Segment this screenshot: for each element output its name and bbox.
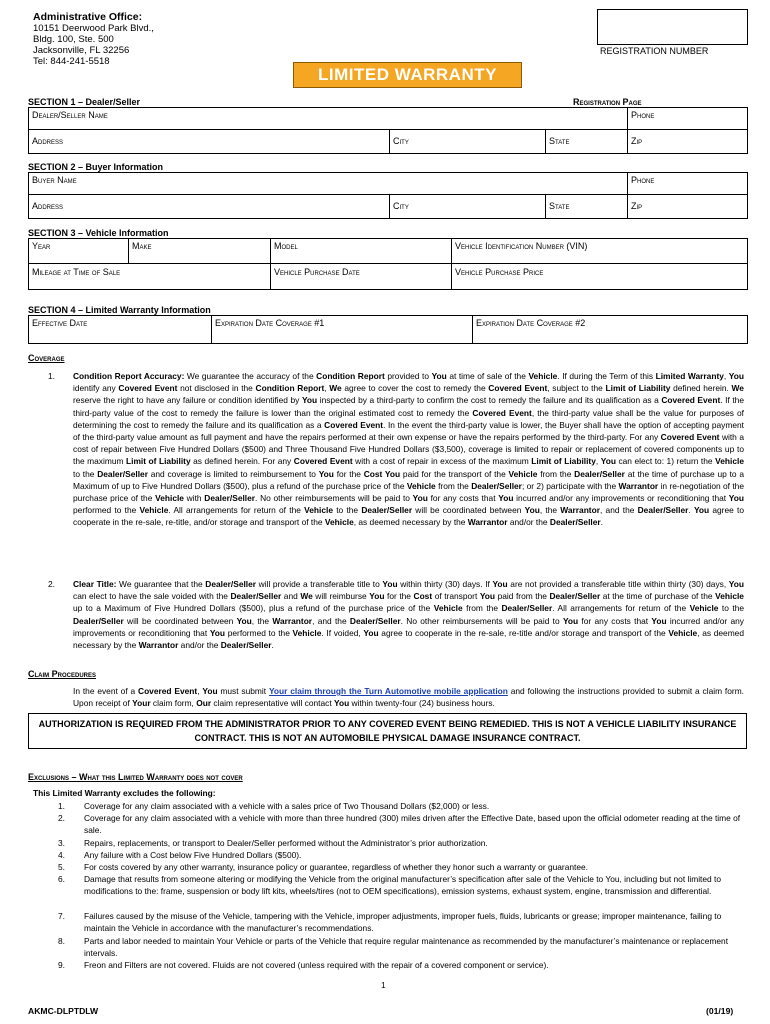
section3-title-text: SECTION 3 – Vehicle Information (28, 228, 169, 238)
exclusion-number: 3. (58, 838, 65, 848)
expiration-2-label: Expiration Date Coverage #2 (476, 318, 586, 328)
form-code: AKMC-DLPTDLW (28, 1006, 99, 1016)
buyer-name-field[interactable] (29, 173, 628, 195)
exclusion-number: 2. (58, 813, 65, 823)
exclusion-item: Parts and labor needed to maintain Your Vehicle or parts of the Vehicle that require regular maintenance as recommended by the manufacturer’s maintenance or replacement intervals. (84, 936, 729, 958)
section1-title-text: SECTION 1 – Dealer/Seller (28, 97, 141, 107)
dealer-zip-field[interactable] (628, 130, 747, 153)
office-title: Administrative Office: (33, 11, 143, 23)
dealer-address-label: Address (32, 136, 64, 146)
coverage-1-number: 1. (48, 371, 55, 381)
section2-title-text: SECTION 2 – Buyer Information (28, 162, 164, 172)
claim-app-link[interactable]: Your claim through the Turn Automotive mobile application (268, 686, 508, 696)
effective-date-label: Effective Date (32, 318, 88, 328)
buyer-address-field[interactable] (29, 195, 390, 218)
buyer-zip-field[interactable] (628, 195, 747, 218)
page-number: 1 (381, 980, 386, 990)
dealer-phone-field[interactable] (628, 108, 747, 130)
exclusions-heading: Exclusions – What this Limited Warranty does not cover (28, 772, 243, 782)
vehicle-make-field[interactable] (129, 239, 271, 264)
section3-title (28, 228, 169, 238)
purchase-date-label: Vehicle Purchase Date (274, 267, 360, 277)
section4-title-text: SECTION 4 – Limited Warranty Information (28, 305, 211, 315)
purchase-price-field[interactable] (452, 264, 747, 289)
section1-title (28, 97, 140, 107)
dealer-name-field[interactable] (29, 108, 628, 130)
vehicle-model-label: Model (274, 241, 298, 251)
exclusion-item: Damage that results from someone altering or modifying the Vehicle from the original manufacturer’s specification after sale of the Vehicle to You, including but not limited to modifications to the: frame, suspension or body lift kits, wheels/tires (not to OEM specifications), emission systems, exhaust system, engine, transmission and differential. (84, 874, 722, 896)
exclusion-number: 9. (58, 960, 65, 970)
claim-procedures-text: In the event of a Covered Event, You must submit Your claim through the Turn Automotive mobile application and following the instructions provided to submit a claim form. Upon receipt of Your claim form, Our claim representative will contact You within twenty-four (24) business hours. (73, 686, 745, 709)
coverage-1-label: Condition Report Accuracy: (73, 371, 185, 381)
limited-warranty-banner: LIMITED WARRANTY (293, 62, 522, 88)
dealer-phone-label: Phone (631, 110, 655, 120)
section4-table (28, 315, 748, 344)
exclusion-item: Freon and Filters are not covered. Fluids are not covered (unless required with the repair of a covered component or service). (84, 960, 549, 970)
exclusions-intro: This Limited Warranty excludes the following: (33, 788, 216, 798)
coverage-2-number: 2. (48, 579, 55, 589)
vehicle-make-label: Make (132, 241, 152, 251)
registration-page-label: Registration Page (573, 97, 642, 107)
expiration-1-label: Expiration Date Coverage #1 (215, 318, 325, 328)
administrative-office (33, 12, 154, 67)
exclusion-number: 6. (58, 874, 65, 884)
coverage-1-text: Condition Report Accuracy: We guarantee the accuracy of the Condition Report provided to You at time of sale of the Vehicle. If during the Term of this Limited Warranty, You identify any Covered Event not disclosed in the Condition Report, We agree to cover the cost to remedy the Covered Event, subject to the Limit of Liability defined herein. We reserve the right to have any failure or condition identified by You inspected by a third-party to confirm the cost to remedy the failure and its qualification as a Covered Event. If the third-party value of the cost to remedy the failure is lower than the original estimated cost to remedy the Covered Event, the third-party value shall be the value for purposes of determining the cost to remedy the failure and its qualification as a Covered Event. In the event the third-party value is lower, the Buyer shall have the option of accepting payment of the third-party value amount as full payment and have the repairs performed at their own expense or have the repairs performed by the third-party. For any Covered Event with a cost of repair between Five Hundred Dollars ($500) and Three Thousand Five Hundred Dollars ($3,500), coverage is limited to repair or replacement of covered components up to the maximum Limit of Liability as defined herein. For any Covered Event with a cost of repair in excess of the maximum Limit of Liability, You can elect to: 1) return the Vehicle to the Dealer/Seller and coverage is limited to reimbursement to You for the Cost You paid for the transport of the Vehicle from the Dealer/Seller at the time of purchase up to a Maximum of up to Five Hundred Dollars ($500), plus a refund of the purchase price of the Vehicle from the Dealer/Seller; or 2) participate with the Warrantor in re-negotiation of the purchase price of the Vehicle with Dealer/Seller. No other reimbursements will be paid to You for any costs that You incurred and/or any improvements or reconditioning that You performed to the Vehicle. All arrangements for return of the Vehicle to the Dealer/Seller will be coordinated between You, the Warrantor, and the Dealer/Seller. You agree to cooperate in the re-sale, re-title, and/or storage and transport of the Vehicle, as deemed necessary by the Warrantor and/or the Dealer/Seller. (73, 371, 745, 528)
section1-table (28, 107, 748, 154)
authorization-notice (28, 713, 747, 749)
buyer-address-label: Address (32, 201, 64, 211)
buyer-phone-field[interactable] (628, 173, 747, 195)
vehicle-year-field[interactable] (29, 239, 129, 264)
vehicle-vin-field[interactable] (452, 239, 747, 264)
exclusion-item: Coverage for any claim associated with a vehicle with more than three hundred (300) miles driven after the Effective Date, based upon the official odometer reading at the time of sale. (84, 813, 741, 835)
exclusion-item: Any failure with a Cost below Five Hundred Dollars ($500). (84, 850, 302, 860)
vehicle-model-field[interactable] (271, 239, 452, 264)
coverage-2-text: Clear Title: We guarantee that the Dealer/Seller will provide a transferable title to You within thirty (30) days. If You are not provided a transferable title within thirty (30) days, You can elect to have the sale voided with the Dealer/Seller and We will reimburse You for the Cost of transport You paid from the Dealer/Seller at the time of purchase of the Vehicle up to a Maximum of Five Hundred Dollars ($500), plus a refund of the purchase price of the Vehicle from the Dealer/Seller. All arrangements for return of the Vehicle to the Dealer/Seller will be coordinated between You, the Warrantor, and the Dealer/Seller. No other reimbursements will be paid to You for any costs that You incurred and/or any improvements or reconditioning that You performed to the Vehicle. If voided, You agree to cooperate in the re-sale, re-title and/or storage and transport of the Vehicle, as deemed necessary by the Warrantor and/or the Dealer/Seller. (73, 579, 745, 651)
dealer-address-field[interactable] (29, 130, 390, 153)
office-phone: Tel: 844-241-5518 (33, 56, 110, 67)
claim-procedures-heading: Claim Procedures (28, 669, 97, 679)
exclusion-item: Failures caused by the misuse of the Vehicle, tampering with the Vehicle, improper adjustments, improper fuels, fluids, lubricants or grease; improper maintenance, failing to maintain the Vehicle in accordance with the manufacturer’s recommendations. (84, 911, 722, 933)
expiration-1-field[interactable] (212, 316, 473, 343)
office-line3: Jacksonville, FL 32256 (33, 45, 130, 56)
mileage-field[interactable] (29, 264, 271, 289)
dealer-state-field[interactable] (546, 130, 628, 153)
mileage-label: Mileage at Time of Sale (32, 267, 121, 277)
section4-title (28, 305, 211, 315)
buyer-city-label: City (393, 201, 409, 211)
dealer-city-field[interactable] (390, 130, 546, 153)
registration-number-label: REGISTRATION NUMBER (600, 46, 709, 56)
dealer-zip-label: Zip (631, 136, 643, 146)
effective-date-field[interactable] (29, 316, 212, 343)
buyer-name-label: Buyer Name (32, 175, 77, 185)
section2-table (28, 172, 748, 219)
office-line2: Bldg. 100, Ste. 500 (33, 34, 114, 45)
coverage-heading: Coverage (28, 353, 65, 363)
vehicle-year-label: Year (32, 241, 51, 251)
expiration-2-field[interactable] (473, 316, 747, 343)
section3-table (28, 238, 748, 290)
dealer-state-label: State (549, 136, 570, 146)
authorization-text: AUTHORIZATION IS REQUIRED FROM THE ADMINISTRATOR PRIOR TO ANY COVERED EVENT BEING REMEDIED. THIS IS NOT A VEHICLE LIABILITY INSURANCE CONTRACT. THIS IS NOT AN AUTOMOBILE PHYSICAL DAMAGE INSURANCE CONTRACT. (38, 719, 737, 743)
coverage-2-label: Clear Title: (73, 579, 117, 589)
exclusion-number: 4. (58, 850, 65, 860)
buyer-city-field[interactable] (390, 195, 546, 218)
buyer-zip-label: Zip (631, 201, 643, 211)
exclusion-number: 5. (58, 862, 65, 872)
exclusion-number: 1. (58, 801, 65, 811)
exclusion-number: 8. (58, 936, 65, 946)
vehicle-vin-label: Vehicle Identification Number (VIN) (455, 241, 588, 251)
buyer-phone-label: Phone (631, 175, 655, 185)
form-date: (01/19) (706, 1006, 734, 1016)
exclusion-item: Coverage for any claim associated with a vehicle with a sales price of Two Thousand Dollars ($2,000) or less. (84, 801, 490, 811)
buyer-state-field[interactable] (546, 195, 628, 218)
exclusion-item: Repairs, replacements, or transport to Dealer/Seller performed without the Administrator’s prior authorization. (84, 838, 488, 848)
buyer-state-label: State (549, 201, 570, 211)
dealer-city-label: City (393, 136, 409, 146)
exclusion-item: For costs covered by any other warranty, insurance policy or guarantee, regardless of whether they honor such a warranty or guarantee. (84, 862, 589, 872)
section2-title (28, 162, 163, 172)
purchase-price-label: Vehicle Purchase Price (455, 267, 544, 277)
exclusion-number: 7. (58, 911, 65, 921)
purchase-date-field[interactable] (271, 264, 452, 289)
registration-number-field[interactable] (597, 9, 748, 45)
dealer-name-label: Dealer/Seller Name (32, 110, 108, 120)
office-line1: 10151 Deerwood Park Blvd., (33, 23, 154, 34)
